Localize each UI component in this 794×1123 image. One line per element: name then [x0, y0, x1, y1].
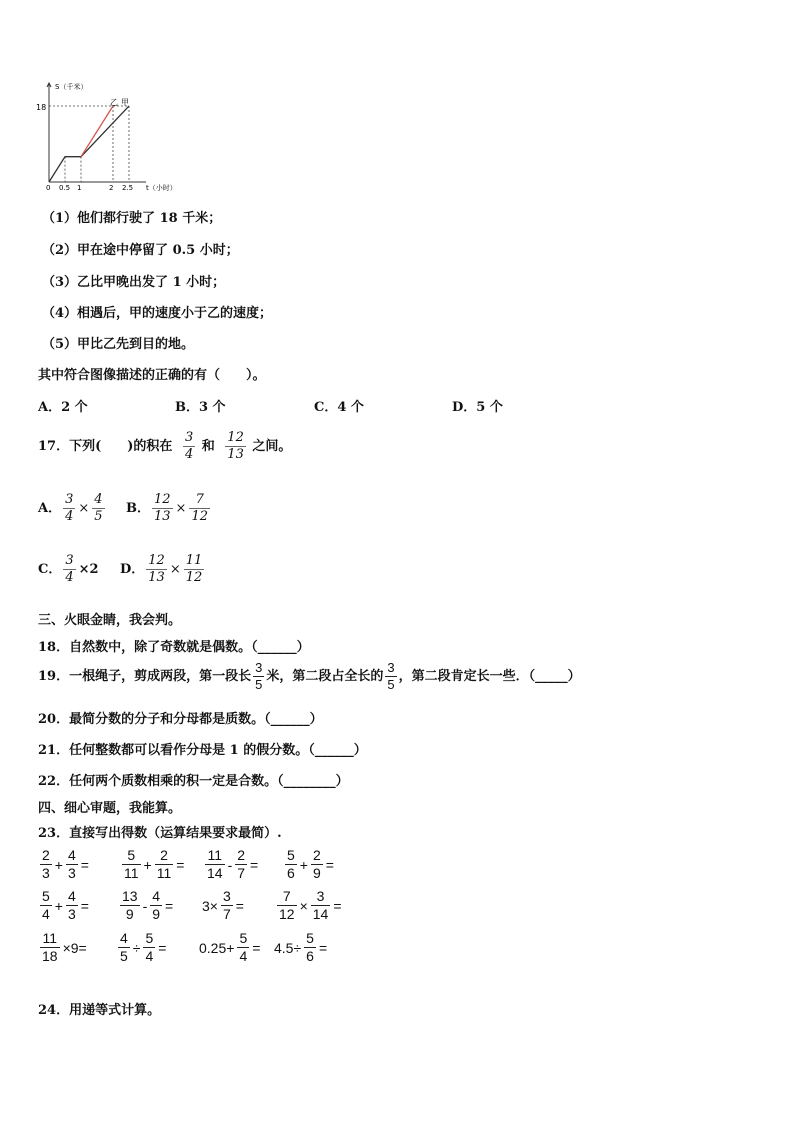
- calc-11: 0.25+ $\frac{5}{4}$ =: [199, 930, 261, 964]
- x-tick-0: 0: [46, 184, 51, 192]
- calc-1: $\frac{2}{3}$ + $\frac{4}{3}$ =: [42, 847, 89, 881]
- q17-question: [38, 430, 291, 463]
- q22: 22．任何两个质数相乘的积一定是合数。（________）: [38, 774, 349, 789]
- q21: 21．任何整数都可以看作分母是 1 的假分数。（______）: [38, 743, 367, 758]
- series-line-yi: [81, 106, 113, 157]
- calc-12: 4.5÷ $\frac{5}{6}$ =: [274, 930, 328, 964]
- option-label: A．: [38, 501, 62, 516]
- calc-3: $\frac{11}{14}$ - $\frac{2}{7}$ =: [207, 847, 259, 881]
- fraction: $\frac{12}{13}$: [148, 553, 165, 585]
- operator: ×: [78, 501, 90, 516]
- calc-4: $\frac{5}{6}$ + $\frac{2}{9}$ =: [287, 847, 334, 881]
- q24: 24．用递等式计算。: [38, 1003, 161, 1018]
- q17-option-c[interactable]: [38, 553, 100, 586]
- calc-9: $\frac{11}{18}$ ×9=: [42, 930, 87, 964]
- q19: [38, 660, 581, 693]
- distance-time-graph: [30, 78, 190, 196]
- fraction: $\frac{3}{4}$: [65, 553, 74, 585]
- label-jia: 甲: [121, 98, 129, 107]
- q16-option-d[interactable]: D．5 个: [452, 400, 503, 415]
- fraction: $\frac{7}{12}$: [191, 492, 208, 524]
- q17-fraction-3-4: $\frac{3}{4}$: [184, 430, 194, 462]
- fraction: $\frac{11}{12}$: [185, 553, 203, 585]
- q23: 23．直接写出得数（运算结果要求最简）.: [38, 826, 282, 841]
- q16-prompt: 其中符合图像描述的正确的有（ ）。: [38, 368, 266, 383]
- calc-5: $\frac{5}{4}$ + $\frac{4}{3}$ =: [42, 888, 89, 922]
- q18: 18．自然数中，除了奇数就是偶数。（______）: [38, 640, 310, 655]
- calc-10: $\frac{4}{5}$ ÷ $\frac{5}{4}$ =: [120, 930, 167, 964]
- statement-3: （3）乙比甲晚出发了 1 小时；: [42, 275, 226, 290]
- option-label: B．: [126, 501, 150, 516]
- q19-text-c: ，第二段肯定长一些．（_____）: [398, 669, 581, 684]
- calc-2: $\frac{5}{11}$ + $\frac{2}{11}$ =: [124, 847, 185, 881]
- calc-8: $\frac{7}{12}$ × $\frac{3}{14}$ =: [279, 888, 342, 922]
- section-3-title: 三、火眼金睛，我会判。: [38, 613, 182, 628]
- q17-fraction-12-13: $\frac{12}{13}$: [227, 430, 244, 462]
- x-tick-1: 1: [77, 184, 82, 192]
- q17-suffix: 之间。: [252, 439, 292, 454]
- operator: ×: [175, 501, 187, 516]
- q20: 20．最简分数的分子和分母都是质数。（______）: [38, 712, 323, 727]
- section-4-title: 四、细心审题，我能算。: [38, 801, 182, 816]
- y-axis-label: S（千米）: [55, 83, 88, 91]
- statement-1: （1）他们都行驶了 18 千米；: [42, 211, 222, 226]
- calc-6: $\frac{13}{9}$ - $\frac{4}{9}$ =: [122, 888, 174, 922]
- option-label: D．: [120, 562, 145, 577]
- q16-option-b[interactable]: B．3 个: [175, 400, 226, 415]
- x-tick-0.5: 0.5: [59, 184, 71, 192]
- q16-option-c[interactable]: C．4 个: [314, 400, 364, 415]
- statement-5: （5）甲比乙先到目的地。: [42, 337, 195, 352]
- fraction: $\frac{12}{13}$: [154, 492, 171, 524]
- q17-option-b[interactable]: [126, 492, 212, 525]
- x-axis-label: t（小时）: [146, 184, 177, 192]
- y-tick-18: 18: [36, 103, 47, 112]
- x-tick-2: 2: [109, 184, 114, 192]
- statement-4: （4）相遇后，甲的速度小于乙的速度；: [42, 306, 273, 321]
- option-label: C．: [38, 562, 62, 577]
- operator: ×: [169, 562, 181, 577]
- fraction: $\frac{3}{5}$: [387, 660, 395, 692]
- operator: ×2: [78, 562, 99, 577]
- q16-option-a[interactable]: A．2 个: [38, 400, 88, 415]
- fraction: $\frac{3}{4}$: [65, 492, 74, 524]
- q19-text-b: 米，第二段占全长的: [266, 669, 384, 684]
- q17-prefix: 17．下列( )的积在: [38, 439, 173, 454]
- calc-7: 3× $\frac{3}{7}$ =: [202, 888, 244, 922]
- x-tick-2.5: 2.5: [122, 184, 134, 192]
- q17-option-a[interactable]: [38, 492, 107, 525]
- q17-option-d[interactable]: [120, 553, 206, 586]
- q17-and: 和: [201, 439, 215, 454]
- label-yi: 乙: [110, 98, 118, 107]
- fraction: $\frac{3}{5}$: [255, 660, 263, 692]
- fraction: $\frac{4}{5}$: [94, 492, 103, 524]
- statement-2: （2）甲在途中停留了 0.5 小时；: [42, 243, 239, 258]
- q19-text-a: 19．一根绳子，剪成两段，第一段长: [38, 669, 252, 684]
